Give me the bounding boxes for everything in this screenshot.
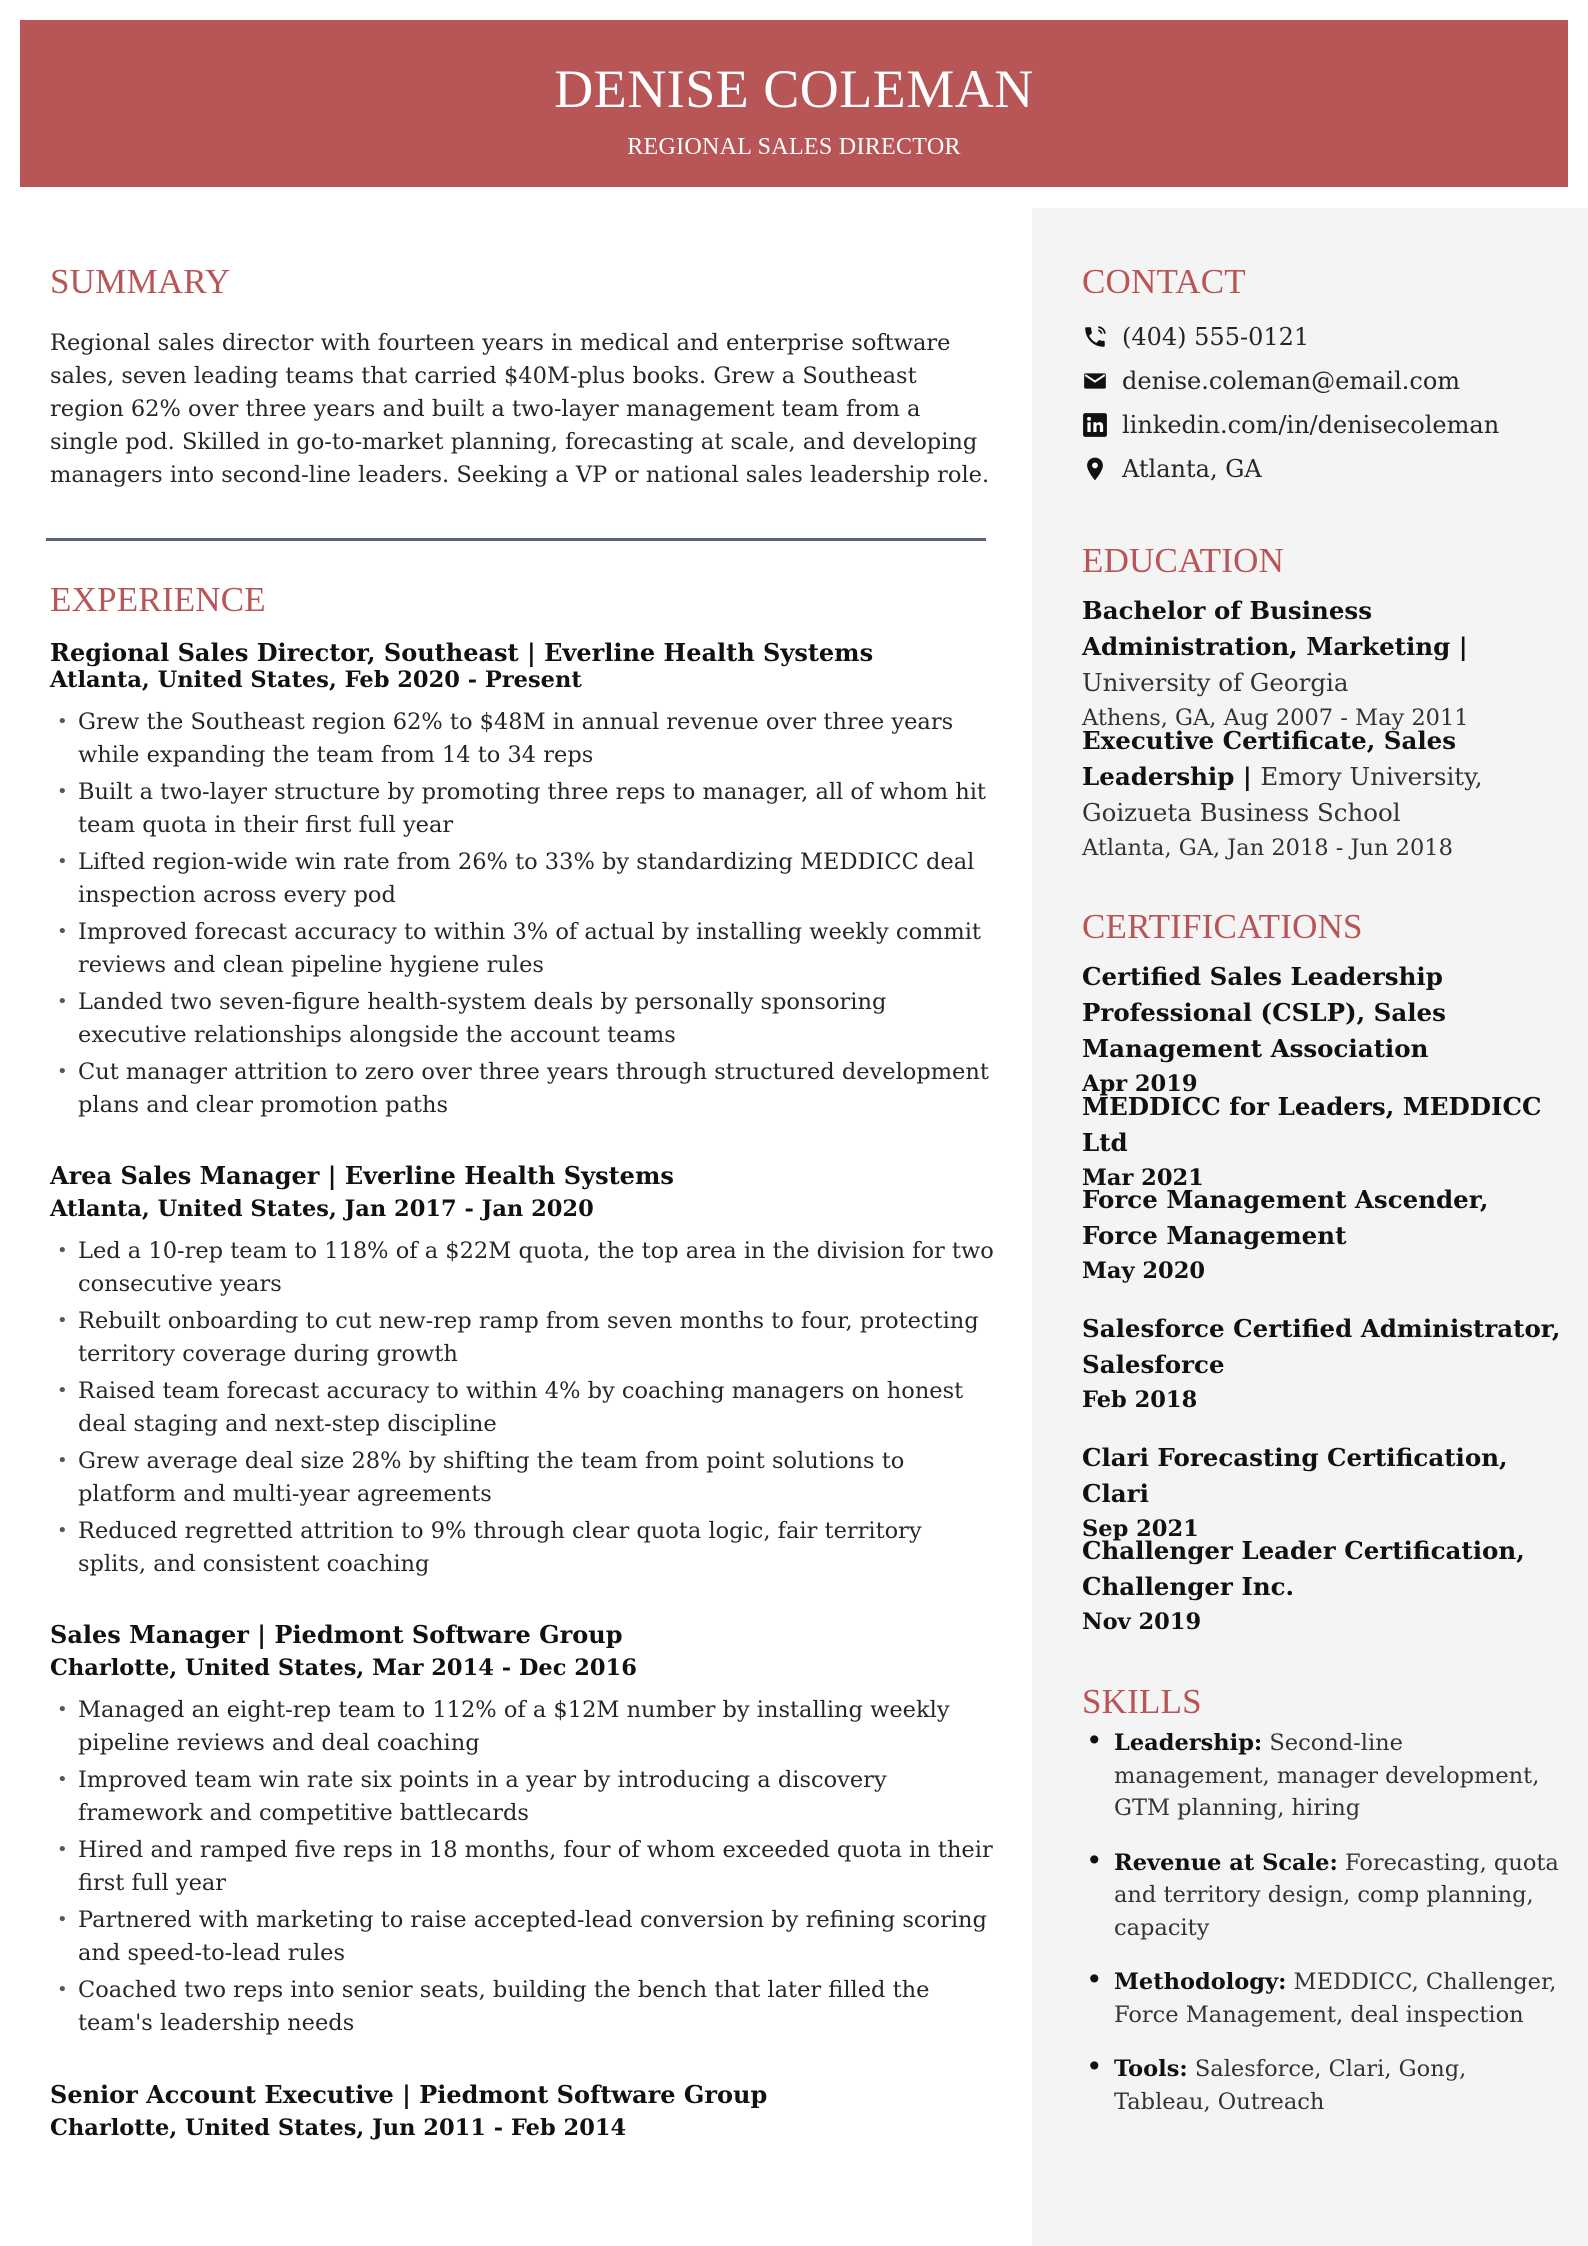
- email-text: denise.coleman@email.com: [1122, 367, 1461, 395]
- summary-heading: SUMMARY: [50, 262, 231, 301]
- list-item: • Led a 10-rep team to 118% of a $22M quota, the top area in the division for two consecutive years: [50, 1235, 995, 1300]
- section-divider: [46, 538, 986, 541]
- certification-date: Mar 2021: [1082, 1165, 1204, 1191]
- contact-linkedin: [1082, 408, 1499, 442]
- certification-item: [1082, 1182, 1562, 1288]
- certification-name: Force Management Ascender, Force Management: [1082, 1185, 1489, 1250]
- list-item: • Cut manager attrition to zero over three years through structured development plans and clear promotion paths: [50, 1056, 995, 1121]
- certification-date: Apr 2019: [1082, 1071, 1198, 1097]
- skills-list: [1082, 1727, 1562, 2140]
- job-meta: Atlanta, United States, Jan 2017 - Jan 2020: [50, 1196, 594, 1222]
- summary-text: Regional sales director with fourteen years in medical and enterprise software sales, seven leading teams that carried $40M-plus books. Grew a Southeast region 62% over three years and built a two-layer management team from a single pod. Skilled in go-to-market planning, forecasting at scale, and developing managers into second-line leaders. Seeking a VP or national sales leadership role.: [50, 330, 990, 488]
- job-bullets: [50, 1235, 995, 1585]
- skill-label: Revenue at Scale:: [1114, 1849, 1338, 1876]
- certification-item: [1082, 1440, 1562, 1546]
- separator: |: [1458, 632, 1468, 661]
- certification-name: Certified Sales Leadership Professional (CSLP), Sales Management Association: [1082, 962, 1446, 1063]
- certifications-heading: CERTIFICATIONS: [1082, 907, 1363, 946]
- list-item: • Lifted region-wide win rate from 26% to 33% by standardizing MEDDICC deal inspection across every pod: [50, 846, 995, 911]
- skill-item: [1082, 1847, 1562, 1945]
- candidate-role: REGIONAL SALES DIRECTOR: [627, 134, 961, 160]
- job-title: Regional Sales Director, Southeast | Everline Health Systems: [50, 638, 874, 667]
- contact-heading: CONTACT: [1082, 262, 1246, 301]
- list-item: • Reduced regretted attrition to 9% through clear quota logic, fair territory splits, and consistent coaching: [50, 1515, 995, 1580]
- skill-item: [1082, 1966, 1562, 2031]
- list-item: • Managed an eight-rep team to 112% of a $12M number by installing weekly pipeline reviews and deal coaching: [50, 1694, 995, 1759]
- skill-label: Methodology:: [1114, 1969, 1287, 1995]
- certification-item: [1082, 1089, 1562, 1195]
- skill-value: MEDDICC, Challenger, Force Management, deal inspection: [1114, 1969, 1557, 2028]
- job-meta: Charlotte, United States, Jun 2011 - Feb 2014: [50, 2115, 627, 2141]
- job-meta: Atlanta, United States, Feb 2020 - Present: [50, 667, 582, 693]
- location-icon: [1082, 456, 1108, 482]
- list-item: • Rebuilt onboarding to cut new-rep ramp from seven months to four, protecting territory coverage during growth: [50, 1305, 995, 1370]
- list-item: • Built a two-layer structure by promoting three reps to manager, all of whom hit team quota in their first full year: [50, 776, 995, 841]
- separator: |: [1242, 762, 1252, 791]
- certification-item: [1082, 1311, 1562, 1417]
- education-meta: Athens, GA, Aug 2007 - May 2011: [1082, 705, 1469, 731]
- skill-value: Salesforce, Clari, Gong, Tableau, Outreach: [1114, 2056, 1467, 2115]
- list-item: • Landed two seven-figure health-system deals by personally sponsoring executive relationships alongside the account teams: [50, 986, 995, 1051]
- job-meta: Charlotte, United States, Mar 2014 - Dec 2016: [50, 1655, 637, 1681]
- certification-name: Clari Forecasting Certification, Clari: [1082, 1443, 1508, 1508]
- job-title: Senior Account Executive | Piedmont Software Group: [50, 2080, 768, 2109]
- skill-value: Second-line management, manager development, GTM planning, hiring: [1114, 1730, 1540, 1821]
- certification-date: Nov 2019: [1082, 1609, 1202, 1635]
- education-item: [1082, 593, 1562, 735]
- list-item: • Improved forecast accuracy to within 3% of actual by installing weekly commit reviews and clean pipeline hygiene rules: [50, 916, 995, 981]
- certification-date: May 2020: [1082, 1258, 1206, 1284]
- phone-icon: [1082, 324, 1108, 350]
- skill-value: Forecasting, quota and territory design, comp planning, capacity: [1114, 1849, 1559, 1941]
- contact-phone: [1082, 320, 1309, 354]
- candidate-name: DENISE COLEMAN: [554, 59, 1034, 119]
- degree: Bachelor of Business Administration, Marketing: [1082, 596, 1451, 661]
- degree: Executive Certificate, Sales Leadership: [1082, 726, 1457, 791]
- certification-item: [1082, 1533, 1562, 1639]
- certification-date: Feb 2018: [1082, 1387, 1198, 1413]
- list-item: • Grew average deal size 28% by shifting the team from point solutions to platform and multi-year agreements: [50, 1445, 995, 1510]
- experience-heading: EXPERIENCE: [50, 580, 266, 619]
- job-bullets: [50, 706, 995, 1126]
- education-heading: EDUCATION: [1082, 541, 1285, 580]
- certification-item: [1082, 959, 1562, 1101]
- skill-label: Leadership:: [1114, 1730, 1263, 1756]
- list-item: • Partnered with marketing to raise accepted-lead conversion by refining scoring and speed-to-lead rules: [50, 1904, 995, 1969]
- location-text: Atlanta, GA: [1122, 455, 1262, 483]
- certification-name: Salesforce Certified Administrator, Salesforce: [1082, 1314, 1561, 1379]
- list-item: • Raised team forecast accuracy to within 4% by coaching managers on honest deal staging and next-step discipline: [50, 1375, 995, 1440]
- school: Emory University, Goizueta Business School: [1082, 762, 1483, 827]
- linkedin-text: linkedin.com/in/denisecoleman: [1122, 411, 1500, 439]
- email-icon: [1082, 368, 1108, 394]
- job-title: Area Sales Manager | Everline Health Systems: [50, 1161, 674, 1190]
- list-item: • Coached two reps into senior seats, building the bench that later filled the team's leadership needs: [50, 1974, 995, 2039]
- skill-item: [1082, 1727, 1562, 1825]
- job-bullets: [50, 1694, 995, 2044]
- linkedin-icon: [1082, 412, 1108, 438]
- resume-header: [20, 20, 1568, 187]
- education-item: [1082, 723, 1562, 865]
- certification-name: Challenger Leader Certification, Challenger Inc.: [1082, 1536, 1525, 1601]
- contact-email: [1082, 364, 1460, 398]
- certification-name: MEDDICC for Leaders, MEDDICC Ltd: [1082, 1092, 1542, 1157]
- list-item: • Hired and ramped five reps in 18 months, four of whom exceeded quota in their first full year: [50, 1834, 995, 1899]
- education-meta: Atlanta, GA, Jan 2018 - Jun 2018: [1082, 835, 1453, 861]
- skill-label: Tools:: [1114, 2056, 1188, 2082]
- list-item: • Grew the Southeast region 62% to $48M in annual revenue over three years while expanding the team from 14 to 34 reps: [50, 706, 995, 771]
- job-title: Sales Manager | Piedmont Software Group: [50, 1620, 623, 1649]
- school: University of Georgia: [1082, 668, 1349, 697]
- list-item: • Improved team win rate six points in a year by introducing a discovery framework and competitive battlecards: [50, 1764, 995, 1829]
- contact-location: [1082, 452, 1262, 486]
- skill-item: [1082, 2053, 1562, 2118]
- phone-text: (404) 555-0121: [1122, 323, 1310, 351]
- skills-heading: SKILLS: [1082, 1682, 1202, 1721]
- certification-date: Sep 2021: [1082, 1516, 1199, 1542]
